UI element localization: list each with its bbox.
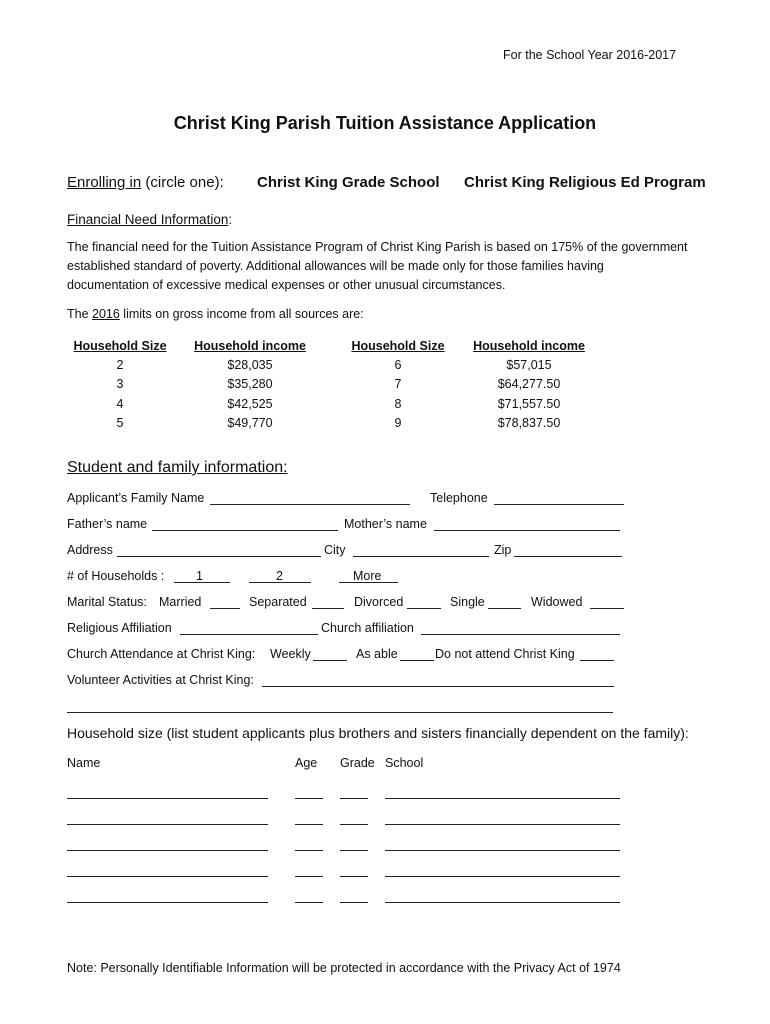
city-field[interactable] [353, 556, 489, 557]
household-grade-field[interactable] [340, 850, 368, 851]
religious-label: Religious Affiliation [67, 621, 172, 635]
religious-field[interactable] [180, 634, 318, 635]
households-2-label: 2 [276, 569, 283, 583]
limits-line [67, 307, 364, 321]
address-label: Address [67, 543, 113, 557]
father-label: Father’s name [67, 517, 148, 531]
financial-para-2: established standard of poverty. Additional allowances will be made only for those families having [67, 259, 604, 273]
divorced-label: Divorced [354, 595, 404, 609]
volunteer-field[interactable] [262, 686, 614, 687]
volunteer-label: Volunteer Activities at Christ King: [67, 673, 254, 687]
table-cell: 7 [394, 377, 402, 391]
household-school-field[interactable] [385, 850, 620, 851]
table-cell: 3 [116, 377, 124, 391]
table-cell: $28,035 [227, 358, 273, 372]
school-year: For the School Year 2016-2017 [503, 48, 677, 62]
table-cell: $78,837.50 [497, 416, 561, 430]
separated-label: Separated [249, 595, 307, 609]
col-household-size-left: Household Size [73, 339, 167, 353]
telephone-field[interactable] [494, 504, 624, 505]
married-field[interactable] [210, 608, 240, 609]
household-age-field[interactable] [295, 850, 323, 851]
household-grade-field[interactable] [340, 798, 368, 799]
widowed-label: Widowed [531, 595, 583, 609]
household-name-field[interactable] [67, 824, 268, 825]
household-age-field[interactable] [295, 876, 323, 877]
zip-label: Zip [494, 543, 512, 557]
household-name-field[interactable] [67, 850, 268, 851]
col-household-income-left: Household income [194, 339, 306, 353]
table-cell: $35,280 [227, 377, 273, 391]
single-field[interactable] [488, 608, 521, 609]
household-age-field[interactable] [295, 824, 323, 825]
table-cell: 6 [394, 358, 402, 372]
household-heading: Household size (list student applicants plus brothers and sisters financially dependent on the family): [67, 725, 689, 741]
married-label: Married [159, 595, 202, 609]
divorced-field[interactable] [407, 608, 441, 609]
households-more-label: More [353, 569, 382, 583]
table-cell: 9 [394, 416, 402, 430]
family-name-field[interactable] [210, 504, 410, 505]
enrolling-label: Enrolling in [67, 174, 142, 191]
option-grade-school[interactable]: Christ King Grade School [257, 174, 440, 191]
address-field[interactable] [117, 556, 321, 557]
col-age: Age [295, 756, 318, 770]
marital-label: Marital Status: [67, 595, 147, 609]
as-able-label: As able [356, 647, 398, 661]
col-household-income-right: Household income [473, 339, 585, 353]
limits-year: 2016 [92, 307, 120, 321]
household-grade-field[interactable] [340, 902, 368, 903]
col-school: School [385, 756, 424, 770]
households-label: # of Households : [67, 569, 165, 583]
financial-heading [67, 212, 232, 227]
household-age-field[interactable] [295, 798, 323, 799]
col-household-size-right: Household Size [351, 339, 445, 353]
household-school-field[interactable] [385, 902, 620, 903]
father-field[interactable] [152, 530, 338, 531]
family-name-label: Applicant’s Family Name [67, 491, 205, 505]
church-affiliation-field[interactable] [421, 634, 620, 635]
table-cell: 5 [116, 416, 124, 430]
table-cell: $64,277.50 [497, 377, 561, 391]
table-cell: 4 [116, 397, 124, 411]
weekly-field[interactable] [313, 660, 347, 661]
mother-label: Mother’s name [344, 517, 427, 531]
financial-heading-colon: : [228, 212, 233, 227]
table-cell: $42,525 [227, 397, 273, 411]
limits-post: limits on gross income from all sources are: [119, 307, 364, 321]
weekly-label: Weekly [270, 647, 311, 661]
household-name-field[interactable] [67, 798, 268, 799]
enrolling-line [67, 174, 224, 191]
widowed-field[interactable] [590, 608, 624, 609]
table-cell: $49,770 [227, 416, 273, 430]
telephone-label: Telephone [430, 491, 488, 505]
table-cell: 8 [394, 397, 402, 411]
table-cell: $71,557.50 [497, 397, 561, 411]
household-grade-field[interactable] [340, 876, 368, 877]
student-heading: Student and family information: [67, 459, 288, 476]
financial-para-3: documentation of excessive medical expenses or other unusual circumstances. [67, 278, 506, 292]
col-grade: Grade [340, 756, 375, 770]
col-name: Name [67, 756, 101, 770]
zip-field[interactable] [514, 556, 622, 557]
do-not-attend-label: Do not attend Christ King [435, 647, 575, 661]
attendance-label: Church Attendance at Christ King: [67, 647, 256, 661]
households-1-label: 1 [196, 569, 203, 583]
option-religious-ed[interactable]: Christ King Religious Ed Program [464, 174, 706, 191]
table-cell: 2 [116, 358, 124, 372]
page-title: Christ King Parish Tuition Assistance Application [173, 113, 597, 133]
table-cell: $57,015 [506, 358, 552, 372]
do-not-attend-field[interactable] [580, 660, 614, 661]
financial-para-1: The financial need for the Tuition Assistance Program of Christ King Parish is based on 175% of the government [67, 240, 688, 254]
single-label: Single [450, 595, 485, 609]
city-label: City [324, 543, 346, 557]
volunteer-field-2[interactable] [67, 712, 613, 713]
mother-field[interactable] [434, 530, 620, 531]
enrolling-hint: (circle one): [141, 174, 224, 191]
household-school-field[interactable] [385, 798, 620, 799]
household-school-field[interactable] [385, 876, 620, 877]
financial-heading-text: Financial Need Information [67, 212, 229, 227]
household-grade-field[interactable] [340, 824, 368, 825]
household-age-field[interactable] [295, 902, 323, 903]
household-school-field[interactable] [385, 824, 620, 825]
separated-field[interactable] [312, 608, 344, 609]
household-name-field[interactable] [67, 876, 268, 877]
privacy-note: Note: Personally Identifiable Information will be protected in accordance with the Privacy Act of 1974 [67, 961, 621, 975]
as-able-field[interactable] [400, 660, 434, 661]
household-name-field[interactable] [67, 902, 268, 903]
limits-pre: The [67, 307, 93, 321]
church-affiliation-label: Church affiliation [321, 621, 414, 635]
